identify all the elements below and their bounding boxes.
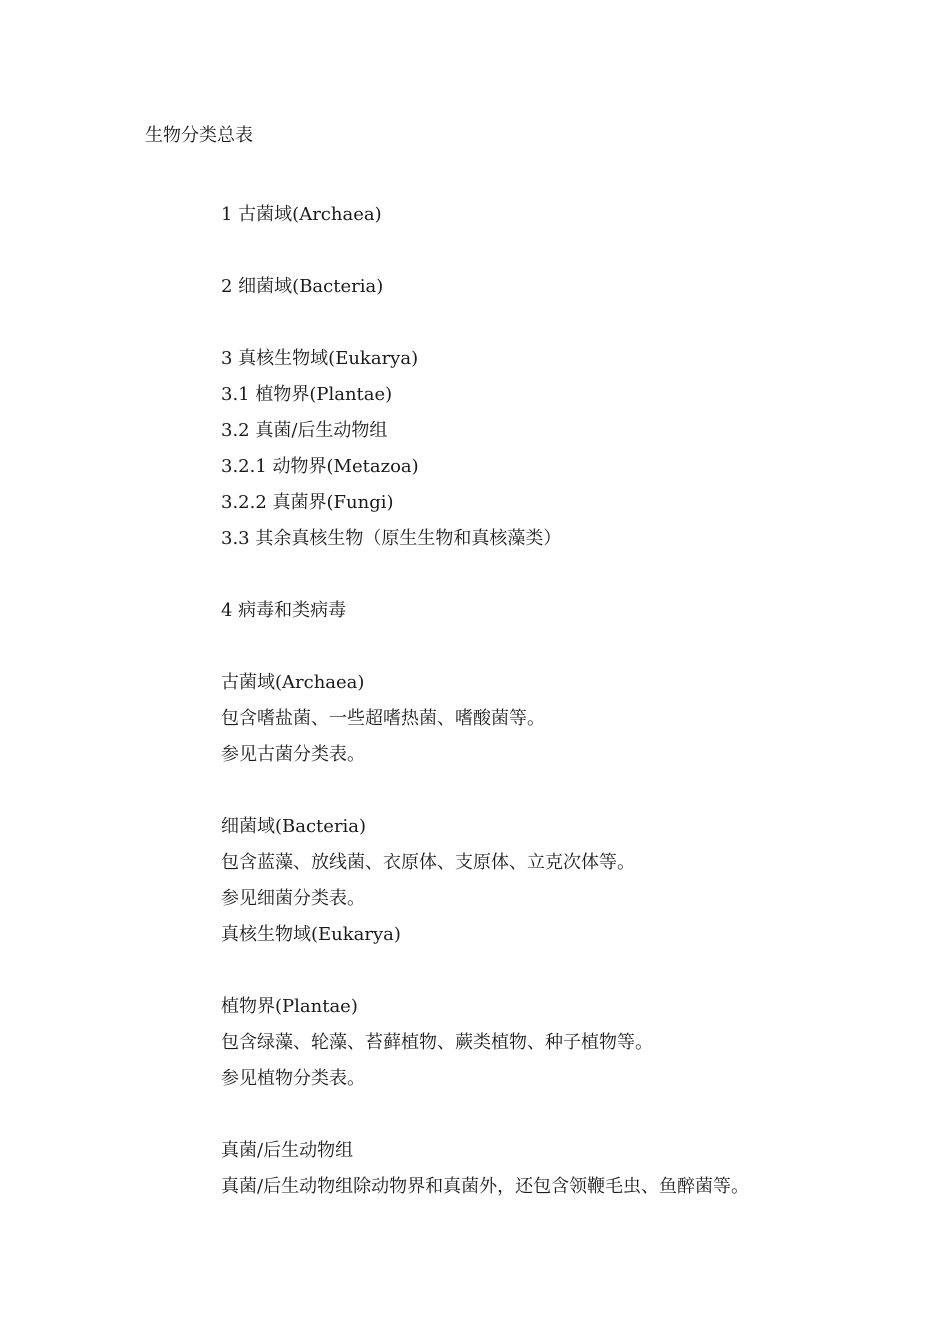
- section-heading-plantae: 植物界(Plantae): [221, 996, 358, 1017]
- outline-item-plantae: 3.1 植物界(Plantae): [221, 384, 393, 405]
- document-body: [221, 197, 921, 1205]
- outline-item-other-eukaryotes: 3.3 其余真核生物（原生生物和真核藻类）: [221, 528, 562, 549]
- spacer: [221, 953, 921, 989]
- spacer: [221, 629, 921, 665]
- outline-item-metazoa: 3.2.1 动物界(Metazoa): [221, 456, 419, 477]
- outline-item-fungi-metazoa-group: 3.2 真菌/后生动物组: [221, 420, 388, 441]
- section-reference-plantae: 参见植物分类表。: [221, 1068, 365, 1089]
- section-reference-bacteria: 参见细菌分类表。: [221, 888, 365, 909]
- section-description-fungi-metazoa-group: 真菌/后生动物组除动物界和真菌外，还包含领鞭毛虫、鱼醉菌等。: [221, 1176, 750, 1197]
- section-description-archaea: 包含嗜盐菌、一些超嗜热菌、嗜酸菌等。: [221, 708, 545, 729]
- outline-item-viruses: 4 病毒和类病毒: [221, 600, 347, 621]
- spacer: [221, 305, 921, 341]
- section-heading-bacteria: 细菌域(Bacteria): [221, 816, 367, 837]
- spacer: [221, 557, 921, 593]
- document-title: 生物分类总表: [145, 125, 253, 146]
- spacer: [221, 1097, 921, 1133]
- section-reference-archaea: 参见古菌分类表。: [221, 744, 365, 765]
- section-heading-eukarya: 真核生物域(Eukarya): [221, 924, 401, 945]
- outline-item-fungi: 3.2.2 真菌界(Fungi): [221, 492, 394, 513]
- outline-item-eukarya: 3 真核生物域(Eukarya): [221, 348, 419, 369]
- section-description-plantae: 包含绿藻、轮藻、苔藓植物、蕨类植物、种子植物等。: [221, 1032, 653, 1053]
- spacer: [221, 233, 921, 269]
- spacer: [221, 773, 921, 809]
- outline-item-bacteria: 2 细菌域(Bacteria): [221, 276, 384, 297]
- outline-item-archaea: 1 古菌域(Archaea): [221, 204, 382, 225]
- section-heading-archaea: 古菌域(Archaea): [221, 672, 365, 693]
- section-description-bacteria: 包含蓝藻、放线菌、衣原体、支原体、立克次体等。: [221, 852, 635, 873]
- section-heading-fungi-metazoa-group: 真菌/后生动物组: [221, 1140, 354, 1161]
